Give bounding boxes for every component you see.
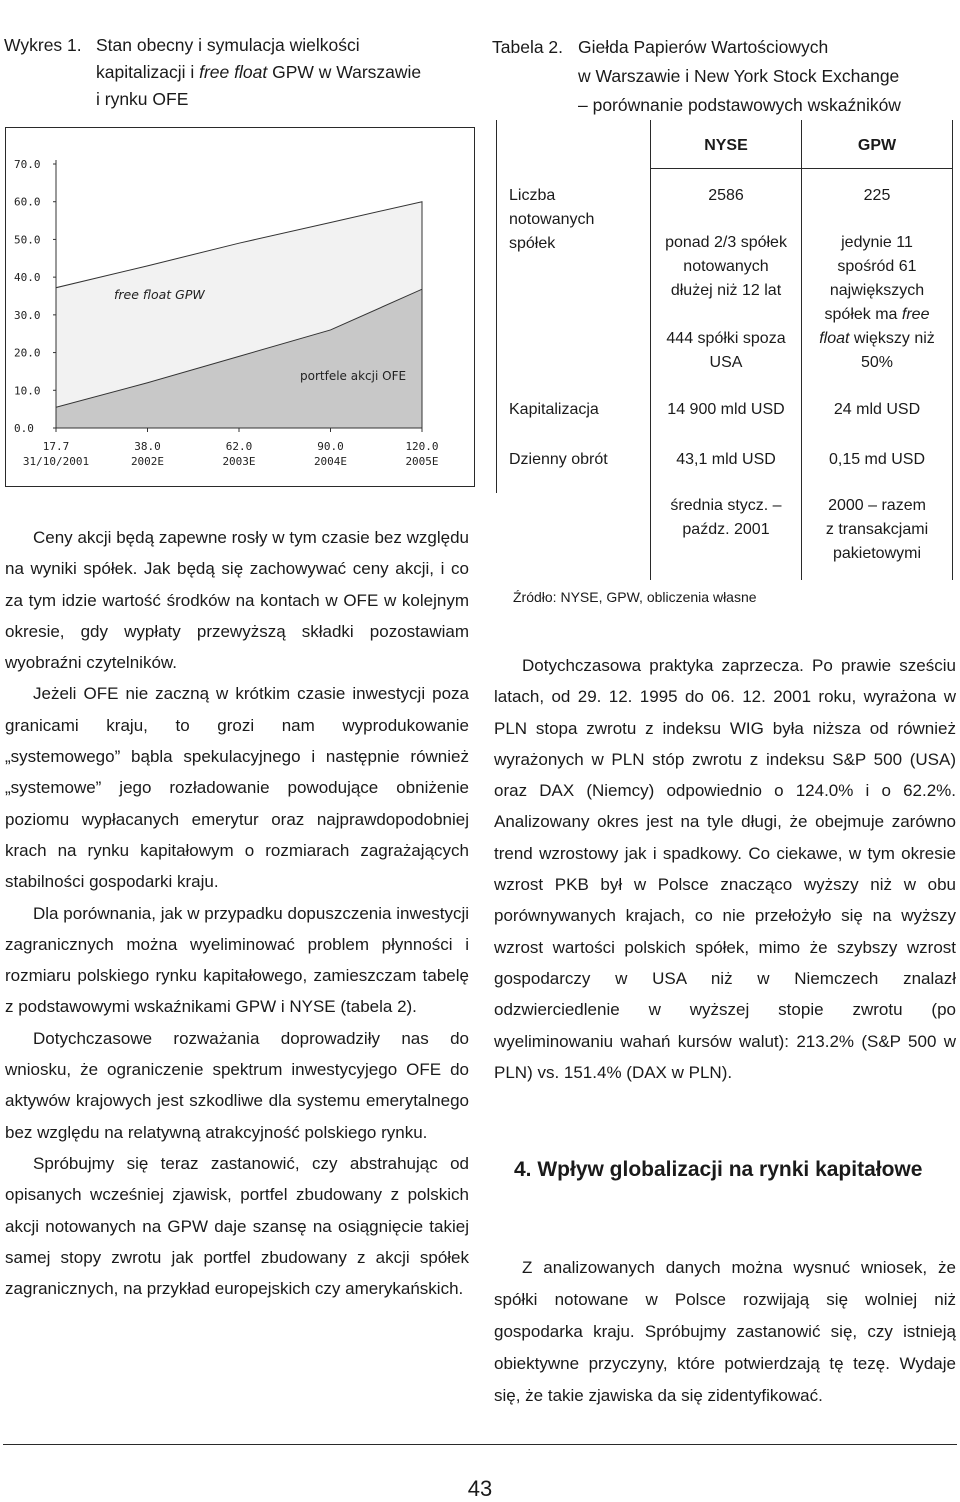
nyse-turnover-note: średnia stycz. – paźdz. 2001 bbox=[670, 497, 782, 538]
figure-label: Wykres 1. bbox=[4, 35, 82, 55]
table-title bbox=[578, 33, 952, 120]
table-title-line: – porównanie podstawowych wskaźników bbox=[578, 95, 901, 115]
paragraph: Z analizowanych danych można wysnuć wniosek, że spółki notowane w Polsce rozwijają się wolniej niż gospodarka kraju. Spróbujmy zastanowić się, czy istnieją obiektywne przyczyny, które potwierdzają tę tezę. Wydaje się, że takie zjawiska da się zidentyfikować. bbox=[494, 1258, 956, 1405]
paragraph: Spróbujmy się teraz zastanowić, czy abstrahując od opisanych wcześniej zjawisk, portfel zbudowany z polskich akcji notowanych na GPW daje szansę na osiągnięcie takiej samej stopy zwrotu jak portfel zbudowany z akcji spółek zagranicznych, na przykład europejskich czy amerykańskich. bbox=[5, 1153, 469, 1299]
right-column-text bbox=[494, 650, 956, 1088]
x-period-label: 31/10/2001 bbox=[22, 455, 90, 468]
header-nyse: NYSE bbox=[704, 137, 748, 154]
table-label: Tabela 2. bbox=[492, 37, 564, 57]
y-tick-label: 20.0 bbox=[14, 346, 41, 360]
table-caption bbox=[492, 33, 952, 123]
y-tick-label: 60.0 bbox=[14, 195, 41, 209]
row-label-obrot: Dzienny obrót bbox=[509, 451, 608, 468]
series-annotation: portfele akcji OFE bbox=[300, 369, 407, 383]
left-column-text bbox=[5, 522, 469, 1304]
row-label-kapitalizacja: Kapitalizacja bbox=[509, 401, 599, 418]
x-period-label: 2002E bbox=[130, 455, 165, 468]
comparison-table bbox=[496, 120, 956, 605]
figure-caption bbox=[4, 32, 474, 116]
gpw-listed-count: 225 bbox=[863, 187, 891, 204]
nyse-listed-count: 2586 bbox=[708, 187, 744, 204]
area-chart bbox=[6, 128, 474, 486]
table-title-line: w Warszawie i New York Stock Exchange bbox=[578, 66, 900, 86]
x-period-label: 2003E bbox=[222, 455, 256, 468]
paragraph: Dotychczasowe rozważania doprowadziły nas do wniosku, że ograniczenie spektrum inwestycyjego OFE do aktywów krajowych jest szkodliwe dla systemu emerytalnego bez względu na relatywną atrakcyjność polskiego rynku. bbox=[5, 1028, 469, 1142]
table-title-line: Giełda Papierów Wartościowych bbox=[578, 37, 829, 57]
y-tick-label: 10.0 bbox=[14, 384, 41, 398]
figure-title bbox=[96, 32, 456, 113]
figure-title-line: Stan obecny i symulacja wielkości bbox=[96, 35, 360, 55]
paragraph: Dotychczasowa praktyka zaprzecza. Po prawie sześciu latach, od 29. 12. 1995 do 06. 12. 2001 roku, wyrażona w PLN stopa zwrotu z indeksu WIG była niższa od również wyrażonych w PLN stóp zwrotu z indeksu S&P 500 (USA) oraz DAX (Niemcy) odpowiednio o 124.0% i o 62.2%. Analizowany okres jest na tyle długi, że obejmuje zarówno trend wzrostowy jak i spadkowy. Co ciekawe, w tym okresie wzrost PKB był w Polsce znacząco wyższy niż w obu porównywanych krajach, co nie przełożyło się na wyższy wzrost wartości polskich spółek, mimo że szybszy wzrost gospodarczy w USA niż w Niemczech znalazł odzwierciedlenie w wyższej stopie zwrotu (po wyeliminowaniu wahań kursów walut): 213.2% (S&P 500 w PLN) vs. 151.4% (DAX w PLN). bbox=[494, 656, 956, 1082]
table-border-left bbox=[496, 120, 497, 493]
table-source: Źródło: NYSE, GPW, obliczenia własne bbox=[513, 589, 757, 605]
x-tick-label: 90.0 bbox=[317, 440, 344, 453]
y-tick-label: 30.0 bbox=[14, 308, 41, 322]
header-gpw: GPW bbox=[857, 137, 897, 154]
y-tick-label: 0.0 bbox=[14, 422, 34, 435]
x-period-label: 2004E bbox=[313, 455, 348, 468]
paragraph: Jeżeli OFE nie zaczną w krótkim czasie inwestycji poza granicami kraju, to grozi nam wyprodukowanie „systemowego” bąbla spekulacyjnego i następnie również „systemowe” jego rozładowanie powodujące obniżenie poziomu wypłacanych emerytur oraz najprawdopodobniej krach na rynku kapitałowym o rozmiarach zagrażających stabilności gospodarki kraju. bbox=[5, 684, 469, 892]
paragraph: Dla porównania, jak w przypadku dopuszczenia inwestycji zagranicznych można wyeliminować problem płynności i rozmiaru polskiego rynku kapitałowego, zamieszczam tabelę z podstawowymi wskaźnikami GPW i NYSE (tabela 2). bbox=[5, 903, 469, 1017]
footer-rule bbox=[3, 1444, 957, 1445]
figure-title-line: i rynku OFE bbox=[96, 89, 189, 109]
section-heading: 4. Wpływ globalizacji na rynki kapitałowe bbox=[514, 1158, 923, 1181]
row-label-liczba: Liczba notowanych spółek bbox=[509, 187, 595, 252]
y-tick-label: 40.0 bbox=[14, 271, 41, 285]
x-tick-label: 38.0 bbox=[134, 440, 161, 453]
paragraph: Ceny akcji będą zapewne rosły w tym czasie bez względu na wyniki spółek. Jak będą się zachowywać ceny akcji, i co za tym idzie wartość środków na kontach w OFE w kolejnym okresie, gdy wypłaty przewyższą składki pozostawiam wyobraźni czytelników. bbox=[5, 528, 469, 673]
gpw-listed-notes: jedynie 11 spośród 61 największych spółek ma free float większy niż 50% bbox=[819, 234, 935, 371]
table-border-right bbox=[952, 120, 953, 580]
figure-title-line: kapitalizacji i free float GPW w Warszawie bbox=[96, 62, 422, 82]
x-tick-label: 62.0 bbox=[225, 440, 253, 453]
nyse-capitalization: 14 900 mld USD bbox=[667, 401, 785, 418]
chart-frame bbox=[5, 127, 475, 487]
page-number: 43 bbox=[467, 1476, 493, 1501]
y-tick-label: 50.0 bbox=[14, 233, 41, 247]
gpw-capitalization: 24 mld USD bbox=[833, 401, 921, 418]
x-tick-label: 17.7 bbox=[42, 440, 70, 453]
nyse-daily-turnover: 43,1 mld USD bbox=[676, 451, 776, 468]
right-column-text-2 bbox=[494, 1252, 956, 1412]
x-period-label: 2005E bbox=[405, 455, 439, 468]
y-tick-label: 70.0 bbox=[14, 158, 41, 171]
table-header-rule bbox=[650, 168, 953, 169]
series-annotation: free float GPW bbox=[114, 287, 205, 302]
gpw-turnover-note: 2000 – razem z transakcjami pakietowymi bbox=[825, 497, 929, 562]
nyse-listed-notes: ponad 2/3 spółek notowanych dłużej niż 12 lat 444 spółki spoza USA bbox=[665, 234, 787, 371]
x-tick-label: 120.0 bbox=[405, 440, 439, 453]
gpw-daily-turnover: 0,15 md USD bbox=[828, 451, 926, 468]
